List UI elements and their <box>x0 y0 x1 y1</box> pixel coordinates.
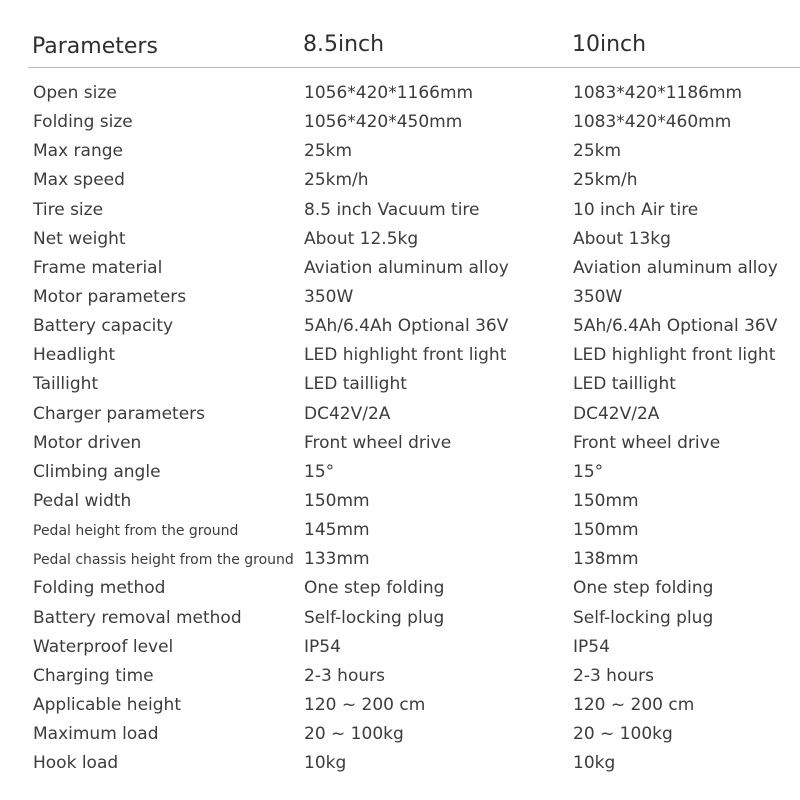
row-value-8-5inch: Self-locking plug <box>304 607 445 628</box>
row-value-10inch: 25km/h <box>573 170 638 191</box>
row-value-8-5inch: About 12.5kg <box>304 228 419 249</box>
table-row <box>0 224 800 253</box>
row-label: Applicable height <box>33 694 181 715</box>
row-value-8-5inch: 25km <box>304 141 353 162</box>
row-value-10inch: Aviation aluminum alloy <box>573 257 778 278</box>
row-value-10inch: LED highlight front light <box>573 345 776 366</box>
row-label: Pedal width <box>33 490 132 511</box>
row-value-8-5inch: 1056*420*1166mm <box>304 83 474 103</box>
row-label: Max speed <box>33 170 125 191</box>
table-row <box>0 399 800 428</box>
table-row <box>0 369 800 398</box>
header-divider <box>28 67 800 68</box>
row-label: Charger parameters <box>33 403 206 424</box>
table-row <box>0 486 800 515</box>
row-value-8-5inch: 10kg <box>304 753 347 774</box>
row-value-8-5inch: LED highlight front light <box>304 345 507 366</box>
table-row <box>0 748 800 777</box>
row-label: Open size <box>33 83 117 103</box>
row-label: Motor driven <box>33 432 142 453</box>
table-row <box>0 136 800 165</box>
row-value-10inch: 150mm <box>573 520 639 541</box>
row-value-10inch: Self-locking plug <box>573 607 714 628</box>
row-value-10inch: About 13kg <box>573 228 671 249</box>
table-row <box>0 78 800 107</box>
row-value-10inch: LED taillight <box>573 374 676 395</box>
row-value-8-5inch: 20 ~ 100kg <box>304 724 404 745</box>
row-value-10inch: 120 ~ 200 cm <box>573 694 695 715</box>
row-value-10inch: IP54 <box>573 636 610 657</box>
row-value-10inch: DC42V/2A <box>573 403 660 424</box>
table-row <box>0 253 800 282</box>
row-value-8-5inch: Front wheel drive <box>304 432 452 453</box>
row-value-8-5inch: 8.5 inch Vacuum tire <box>304 199 480 220</box>
row-value-10inch: 350W <box>573 286 623 307</box>
row-label: Frame material <box>33 257 163 278</box>
row-label: Waterproof level <box>33 636 174 657</box>
row-value-8-5inch: 120 ~ 200 cm <box>304 694 426 715</box>
row-value-8-5inch: 145mm <box>304 520 370 541</box>
row-value-10inch: 150mm <box>573 490 639 511</box>
row-label: Tire size <box>33 199 104 220</box>
table-row <box>0 107 800 136</box>
table-row <box>0 661 800 690</box>
row-label: Charging time <box>33 665 154 686</box>
row-value-10inch: 20 ~ 100kg <box>573 724 673 745</box>
header-parameters: Parameters <box>32 34 158 59</box>
table-row <box>0 603 800 632</box>
table-row <box>0 457 800 486</box>
table-row <box>0 282 800 311</box>
row-value-8-5inch: LED taillight <box>304 374 407 395</box>
row-value-10inch: 10kg <box>573 753 616 774</box>
row-value-8-5inch: IP54 <box>304 636 341 657</box>
row-value-10inch: 1083*420*1186mm <box>573 83 743 103</box>
row-value-10inch: 25km <box>573 141 622 162</box>
row-label: Headlight <box>33 345 116 366</box>
table-row <box>0 195 800 224</box>
row-value-8-5inch: 1056*420*450mm <box>304 112 463 133</box>
row-value-10inch: 15° <box>573 461 604 482</box>
table-row <box>0 311 800 340</box>
header-10inch: 10inch <box>572 32 647 57</box>
row-label: Folding size <box>33 112 133 133</box>
row-value-8-5inch: 150mm <box>304 490 370 511</box>
table-row <box>0 632 800 661</box>
table-header <box>0 30 800 70</box>
row-value-8-5inch: 15° <box>304 461 335 482</box>
row-value-10inch: 5Ah/6.4Ah Optional 36V <box>573 316 778 337</box>
row-value-8-5inch: Aviation aluminum alloy <box>304 257 509 278</box>
table-row <box>0 165 800 194</box>
table-row <box>0 428 800 457</box>
table-row <box>0 719 800 748</box>
row-label: Pedal height from the ground <box>33 523 239 540</box>
row-label: Taillight <box>33 374 99 395</box>
row-label: Maximum load <box>33 724 159 745</box>
row-label: Max range <box>33 141 123 162</box>
row-label: Battery capacity <box>33 316 174 337</box>
spec-table <box>0 78 800 777</box>
row-label: Climbing angle <box>33 461 161 482</box>
row-value-10inch: 2-3 hours <box>573 665 654 686</box>
row-value-8-5inch: 2-3 hours <box>304 665 385 686</box>
row-value-8-5inch: 350W <box>304 286 354 307</box>
row-value-8-5inch: One step folding <box>304 578 445 599</box>
row-label: Net weight <box>33 228 126 249</box>
table-row <box>0 340 800 369</box>
row-value-10inch: One step folding <box>573 578 714 599</box>
row-label: Hook load <box>33 753 119 774</box>
row-value-8-5inch: 133mm <box>304 549 370 570</box>
row-label: Motor parameters <box>33 286 187 307</box>
table-row <box>0 690 800 719</box>
row-label: Folding method <box>33 578 166 599</box>
table-row <box>0 515 800 544</box>
row-label: Pedal chassis height from the ground <box>33 552 294 569</box>
row-value-8-5inch: 25km/h <box>304 170 369 191</box>
row-value-10inch: 1083*420*460mm <box>573 112 732 133</box>
row-value-10inch: Front wheel drive <box>573 432 721 453</box>
table-row <box>0 544 800 573</box>
header-8-5inch: 8.5inch <box>303 32 385 57</box>
table-row <box>0 573 800 602</box>
row-value-8-5inch: 5Ah/6.4Ah Optional 36V <box>304 316 509 337</box>
row-value-10inch: 10 inch Air tire <box>573 199 699 220</box>
row-value-8-5inch: DC42V/2A <box>304 403 391 424</box>
row-value-10inch: 138mm <box>573 549 639 570</box>
row-label: Battery removal method <box>33 607 242 628</box>
